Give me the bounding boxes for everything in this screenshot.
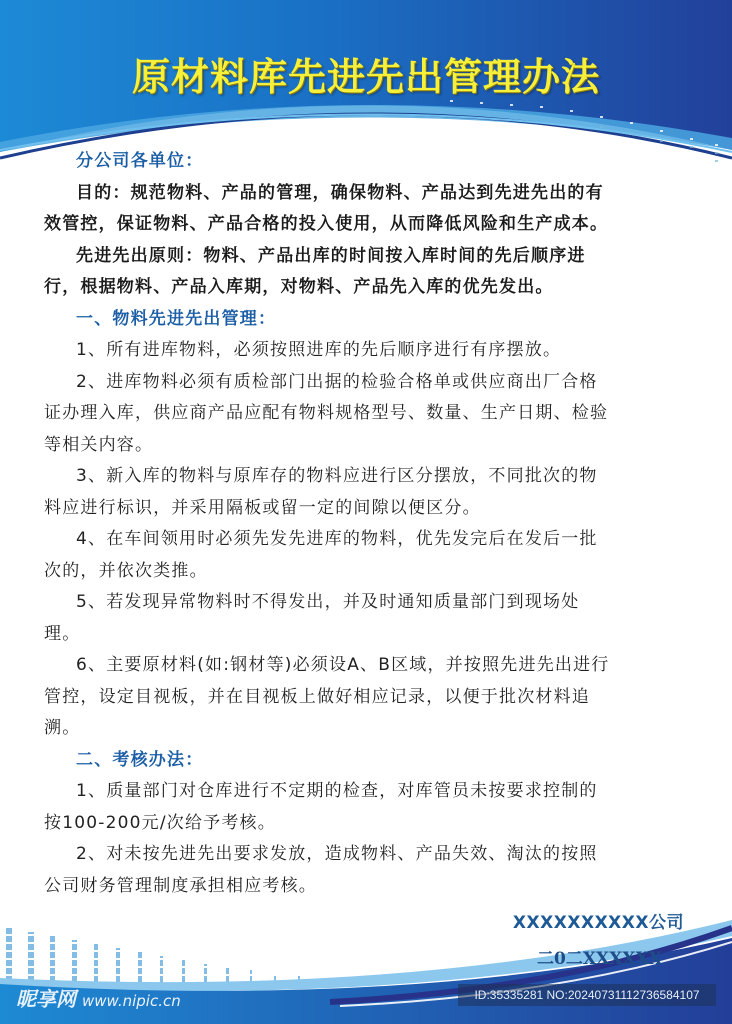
section1-item3-line1: 3、新入库的物料与原库存的物料应进行区分摆放，不同批次的物 bbox=[76, 466, 598, 486]
purpose-line-1: 目的：规范物料、产品的管理，确保物料、产品达到先进先出的有 bbox=[76, 182, 604, 203]
signature-date: 二0二XXXXXX bbox=[537, 949, 662, 969]
section1-item2-line1: 2、进库物料必须有质检部门出据的检验合格单或供应商出厂合格 bbox=[76, 371, 598, 392]
section1-item6-line2: 管控，设定目视板，并在目视板上做好相应记录，以便于批次材料追 bbox=[44, 686, 590, 707]
section2-heading: 二、考核办法： bbox=[76, 749, 204, 770]
section1-heading: 一、物料先进先出管理： bbox=[76, 308, 277, 329]
watermark-id: ID:35335281 NO:20240731112736584107 bbox=[458, 984, 716, 1006]
section1-item3-line2: 料应进行标识，并采用隔板或留一定的间隙以便区分。 bbox=[44, 497, 481, 518]
watermark-url: www.nipic.cn bbox=[82, 992, 181, 1010]
principle-line-1: 先进先出原则：物料、产品出库的时间按入库时间的先后顺序进 bbox=[76, 245, 586, 266]
section1-item4-line1: 4、在车间领用时必须先发先进库的物料，优先发完后在发后一批 bbox=[76, 529, 598, 549]
section2-item1-line2: 按100-200元/次给予考核。 bbox=[44, 812, 276, 833]
section1-item6-line3: 溯。 bbox=[44, 718, 81, 738]
section1-item1-line1: 1、所有进库物料，必须按照进库的先后顺序进行有序摆放。 bbox=[76, 340, 562, 360]
section1-item5-line1: 5、若发现异常物料时不得发出，并及时通知质量部门到现场处 bbox=[76, 592, 580, 612]
section1-item2-line3: 等相关内容。 bbox=[44, 434, 154, 455]
section1-item2-line2: 证办理入库，供应商产品应配有物料规格型号、数量、生产日期、检验 bbox=[44, 403, 609, 423]
document-body bbox=[44, 146, 688, 902]
section2-item2-line1: 2、对未按先进先出要求发放，造成物料、产品失效、淘汰的按照 bbox=[76, 844, 598, 864]
purpose-line-2: 效管控，保证物料、产品合格的投入使用，从而降低风险和生产成本。 bbox=[44, 214, 609, 234]
company-signature: XXXXXXXXXX公司 bbox=[512, 913, 684, 933]
salutation: 分公司各单位： bbox=[76, 151, 204, 171]
poster-title: 原材料库先进先出管理办法 bbox=[131, 55, 600, 99]
principle-line-2: 行，根据物料、产品入库期，对物料、产品先入库的优先发出。 bbox=[44, 277, 554, 297]
section2-item2-line2: 公司财务管理制度承担相应考核。 bbox=[44, 875, 317, 896]
section1-item4-line2: 次的，并依次类推。 bbox=[44, 560, 208, 581]
watermark-brand bbox=[16, 983, 181, 1012]
watermark-brand-name: 昵享网 bbox=[16, 987, 76, 1011]
section1-item5-line2: 理。 bbox=[44, 623, 81, 644]
section1-item6-line1: 6、主要原材料(如:钢材等)必须设A、B区域，并按照先进先出进行 bbox=[76, 655, 610, 675]
section2-item1-line1: 1、质量部门对仓库进行不定期的检查，对库管员未按要求控制的 bbox=[76, 781, 598, 801]
